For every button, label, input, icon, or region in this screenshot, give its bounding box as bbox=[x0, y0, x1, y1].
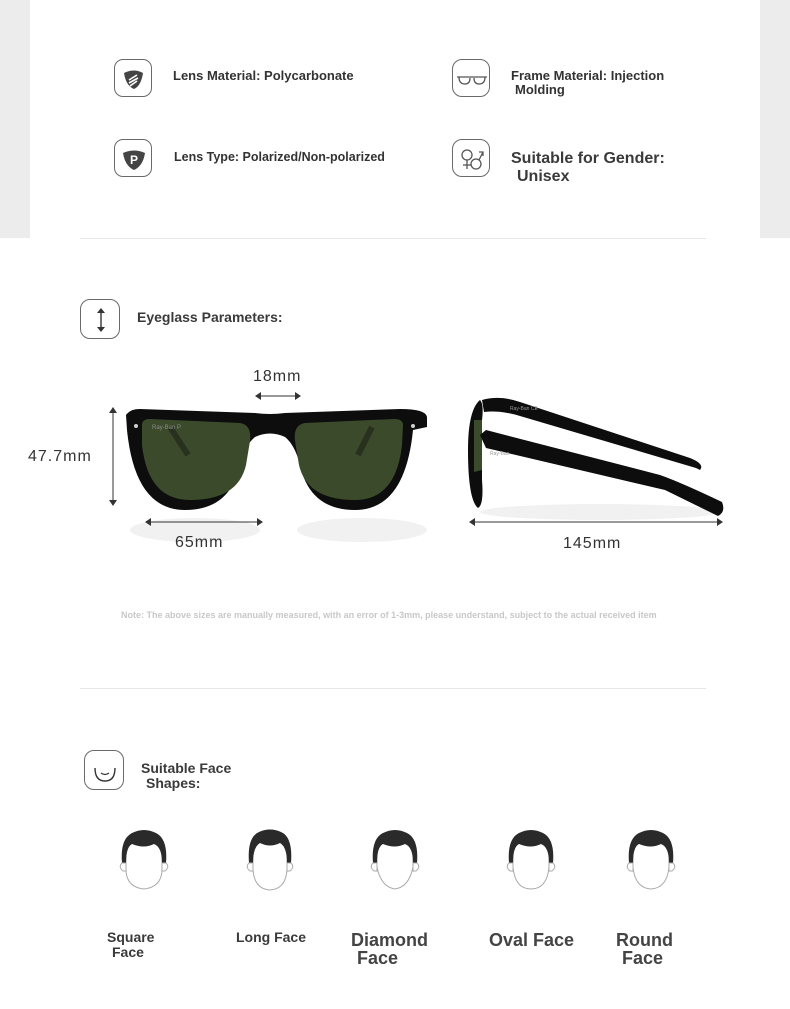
front-dimension-lines bbox=[100, 385, 280, 535]
parameters-title: Eyeglass Parameters: bbox=[137, 309, 283, 325]
face-shapes-title-line1: Suitable Face bbox=[141, 760, 232, 776]
temple-length-value: 145mm bbox=[563, 535, 622, 552]
long-face-icon bbox=[244, 827, 296, 893]
lens-material-icon bbox=[114, 59, 152, 97]
face-label-line1: Long Face bbox=[236, 929, 307, 945]
lens-type-label: Lens Type: Polarized/Non-polarized bbox=[174, 150, 385, 164]
svg-text:Ray-Ban P: Ray-Ban P bbox=[152, 425, 182, 431]
divider bbox=[80, 688, 706, 689]
bridge-arrow bbox=[254, 390, 304, 404]
lens-width-value: 65mm bbox=[175, 534, 224, 551]
height-arrow-icon bbox=[80, 299, 120, 339]
svg-text:P: P bbox=[130, 153, 139, 167]
face-label-line2: Face bbox=[112, 944, 144, 960]
gender-icon bbox=[452, 139, 490, 177]
frame-material-line2: Molding bbox=[515, 82, 565, 97]
face-label-line1: Diamond bbox=[351, 930, 429, 950]
face-label-line1: Oval Face bbox=[489, 930, 575, 950]
face-label-diamond bbox=[351, 931, 428, 967]
face-label-round bbox=[616, 931, 673, 967]
temple-length-arrow bbox=[468, 516, 724, 530]
lens-height-value: 47.7mm bbox=[28, 448, 92, 465]
gender-line1: Suitable for Gender: bbox=[511, 150, 665, 167]
face-label-line1: Round bbox=[616, 930, 673, 950]
face-label-long bbox=[236, 930, 306, 945]
diamond-face-icon bbox=[369, 827, 421, 893]
polarized-icon bbox=[114, 139, 152, 177]
frame-material-line1: Frame Material: Injection bbox=[511, 68, 665, 83]
gender-line2: Unisex bbox=[517, 168, 570, 185]
svg-text:Ray-Ban: Ray-Ban bbox=[490, 451, 510, 457]
face-label-oval bbox=[489, 931, 574, 949]
glasses-icon bbox=[452, 59, 490, 97]
oval-face-icon bbox=[505, 827, 557, 893]
svg-text:Ray-Ban CE: Ray-Ban CE bbox=[510, 406, 538, 412]
measurement-note: Note: The above sizes are manually measured, with an error of 1-3mm, please understand, subject to the actual received item bbox=[121, 610, 657, 620]
square-face-icon bbox=[118, 827, 170, 893]
round-face-icon bbox=[625, 827, 677, 893]
gender-label bbox=[511, 150, 665, 186]
lens-material-label: Lens Material: Polycarbonate bbox=[173, 68, 354, 83]
bridge-width-value: 18mm bbox=[253, 368, 302, 385]
face-shape-icon bbox=[84, 750, 124, 790]
face-label-line2: Face bbox=[622, 948, 664, 968]
face-label-line2: Face bbox=[357, 948, 399, 968]
face-label-square bbox=[107, 930, 154, 960]
face-shapes-title-line2: Shapes: bbox=[146, 775, 201, 791]
frame-material-label bbox=[511, 69, 664, 97]
spec-card bbox=[30, 0, 760, 238]
divider bbox=[80, 238, 706, 239]
face-shapes-title bbox=[141, 761, 231, 791]
face-label-line1: Square bbox=[107, 929, 155, 945]
